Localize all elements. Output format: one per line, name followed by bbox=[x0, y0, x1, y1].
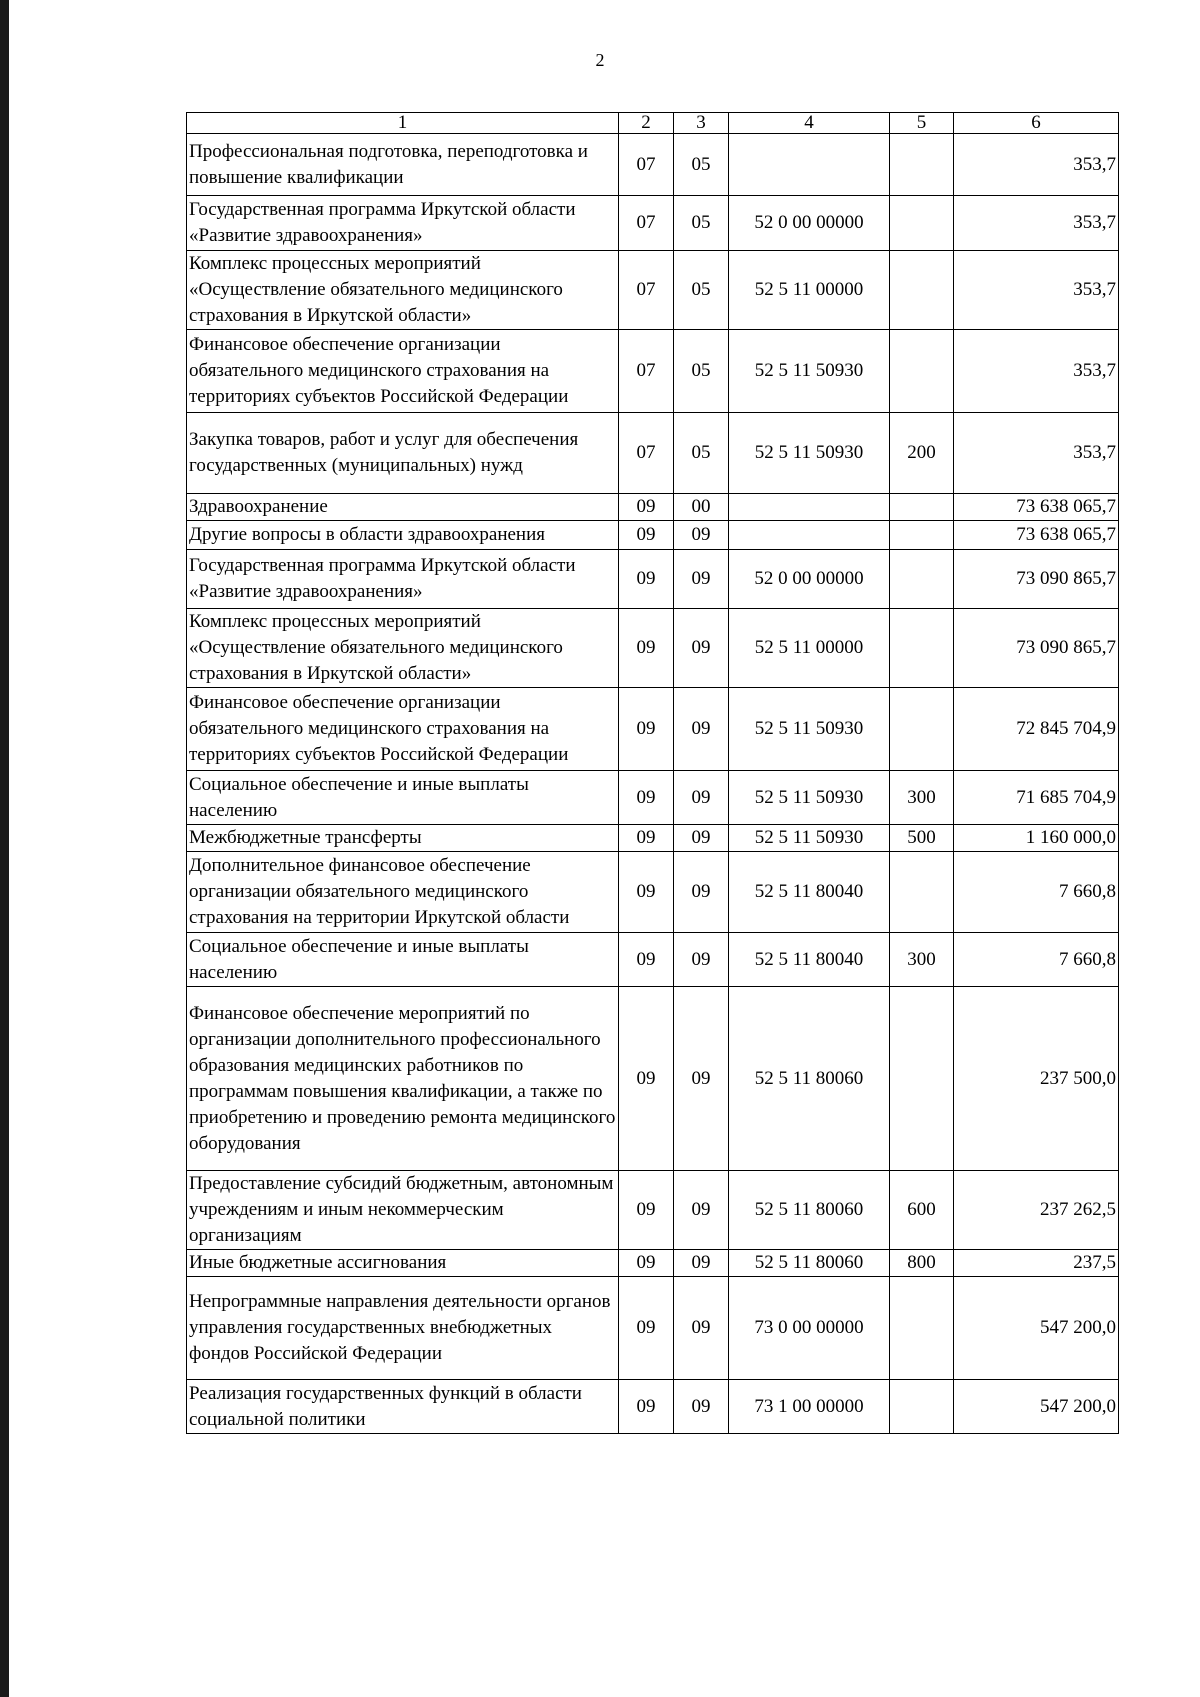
row-amount: 73 090 865,7 bbox=[954, 550, 1119, 609]
row-expense-type: 800 bbox=[890, 1250, 954, 1277]
table-row bbox=[187, 1250, 1119, 1277]
row-section: 09 bbox=[619, 1380, 674, 1434]
row-expense-type bbox=[890, 330, 954, 413]
row-expense-type: 500 bbox=[890, 825, 954, 852]
row-subsection: 09 bbox=[674, 521, 729, 550]
row-section: 09 bbox=[619, 609, 674, 688]
row-name: Финансовое обеспечение организации обязательного медицинского страхования на территориях субъектов Российской Федерации bbox=[187, 688, 619, 771]
row-section: 09 bbox=[619, 933, 674, 987]
row-target-code: 52 5 11 00000 bbox=[729, 609, 890, 688]
row-subsection: 09 bbox=[674, 609, 729, 688]
row-target-code: 52 5 11 50930 bbox=[729, 688, 890, 771]
scan-edge bbox=[0, 0, 9, 1697]
header-col-4: 4 bbox=[729, 113, 890, 134]
row-name: Комплекс процессных мероприятий «Осуществление обязательного медицинского страхования в Иркутской области» bbox=[187, 251, 619, 330]
row-subsection: 09 bbox=[674, 933, 729, 987]
row-section: 07 bbox=[619, 330, 674, 413]
row-section: 09 bbox=[619, 1250, 674, 1277]
table-row bbox=[187, 330, 1119, 413]
row-amount: 237 500,0 bbox=[954, 987, 1119, 1171]
row-subsection: 09 bbox=[674, 1171, 729, 1250]
row-name: Комплекс процессных мероприятий «Осуществление обязательного медицинского страхования в Иркутской области» bbox=[187, 609, 619, 688]
row-amount: 237,5 bbox=[954, 1250, 1119, 1277]
budget-table bbox=[186, 112, 1119, 1434]
table-row bbox=[187, 1277, 1119, 1380]
row-subsection: 09 bbox=[674, 550, 729, 609]
row-expense-type bbox=[890, 196, 954, 251]
row-section: 09 bbox=[619, 1171, 674, 1250]
row-expense-type: 300 bbox=[890, 771, 954, 825]
table-row bbox=[187, 933, 1119, 987]
row-name: Закупка товаров, работ и услуг для обеспечения государственных (муниципальных) нужд bbox=[187, 413, 619, 494]
page-number: 2 bbox=[595, 50, 605, 70]
row-subsection: 05 bbox=[674, 134, 729, 196]
row-section: 09 bbox=[619, 852, 674, 933]
table-row bbox=[187, 494, 1119, 521]
row-target-code: 52 5 11 50930 bbox=[729, 771, 890, 825]
row-section: 09 bbox=[619, 771, 674, 825]
row-subsection: 09 bbox=[674, 1250, 729, 1277]
row-amount: 7 660,8 bbox=[954, 933, 1119, 987]
row-expense-type bbox=[890, 251, 954, 330]
row-name: Государственная программа Иркутской области «Развитие здравоохранения» bbox=[187, 196, 619, 251]
table-row bbox=[187, 550, 1119, 609]
table-row bbox=[187, 852, 1119, 933]
row-name: Финансовое обеспечение мероприятий по организации дополнительного профессионального образования медицинских работников по программам повышения квалификации, а также по приобретению и проведению ремонта медицинского оборудования bbox=[187, 987, 619, 1171]
row-amount: 71 685 704,9 bbox=[954, 771, 1119, 825]
table-row bbox=[187, 987, 1119, 1171]
row-expense-type bbox=[890, 494, 954, 521]
row-amount: 73 638 065,7 bbox=[954, 521, 1119, 550]
row-section: 07 bbox=[619, 134, 674, 196]
row-subsection: 09 bbox=[674, 1380, 729, 1434]
row-target-code: 52 5 11 80060 bbox=[729, 987, 890, 1171]
row-target-code: 52 5 11 00000 bbox=[729, 251, 890, 330]
row-subsection: 05 bbox=[674, 413, 729, 494]
row-amount: 7 660,8 bbox=[954, 852, 1119, 933]
row-name: Непрограммные направления деятельности органов управления государственных внебюджетных фондов Российской Федерации bbox=[187, 1277, 619, 1380]
row-section: 09 bbox=[619, 550, 674, 609]
row-target-code: 52 5 11 50930 bbox=[729, 330, 890, 413]
row-section: 07 bbox=[619, 196, 674, 251]
row-section: 09 bbox=[619, 987, 674, 1171]
header-col-2: 2 bbox=[619, 113, 674, 134]
row-section: 09 bbox=[619, 1277, 674, 1380]
row-subsection: 05 bbox=[674, 196, 729, 251]
row-amount: 547 200,0 bbox=[954, 1277, 1119, 1380]
row-target-code bbox=[729, 134, 890, 196]
row-section: 07 bbox=[619, 413, 674, 494]
row-amount: 353,7 bbox=[954, 413, 1119, 494]
row-target-code: 52 5 11 80040 bbox=[729, 933, 890, 987]
header-col-6: 6 bbox=[954, 113, 1119, 134]
row-subsection: 05 bbox=[674, 251, 729, 330]
row-subsection: 09 bbox=[674, 688, 729, 771]
row-expense-type: 600 bbox=[890, 1171, 954, 1250]
row-name: Предоставление субсидий бюджетным, автономным учреждениям и иным некоммерческим организациям bbox=[187, 1171, 619, 1250]
table-row bbox=[187, 771, 1119, 825]
row-target-code: 52 5 11 80060 bbox=[729, 1250, 890, 1277]
row-target-code bbox=[729, 521, 890, 550]
row-name: Здравоохранение bbox=[187, 494, 619, 521]
row-amount: 353,7 bbox=[954, 330, 1119, 413]
row-name: Другие вопросы в области здравоохранения bbox=[187, 521, 619, 550]
row-amount: 1 160 000,0 bbox=[954, 825, 1119, 852]
row-amount: 353,7 bbox=[954, 196, 1119, 251]
row-amount: 237 262,5 bbox=[954, 1171, 1119, 1250]
row-amount: 73 090 865,7 bbox=[954, 609, 1119, 688]
row-expense-type bbox=[890, 521, 954, 550]
row-subsection: 09 bbox=[674, 1277, 729, 1380]
row-amount: 547 200,0 bbox=[954, 1380, 1119, 1434]
table-row bbox=[187, 688, 1119, 771]
table-header-row bbox=[187, 113, 1119, 134]
row-expense-type: 200 bbox=[890, 413, 954, 494]
row-expense-type: 300 bbox=[890, 933, 954, 987]
table-row bbox=[187, 196, 1119, 251]
row-name: Иные бюджетные ассигнования bbox=[187, 1250, 619, 1277]
row-amount: 353,7 bbox=[954, 134, 1119, 196]
row-subsection: 05 bbox=[674, 330, 729, 413]
table-row bbox=[187, 825, 1119, 852]
header-col-5: 5 bbox=[890, 113, 954, 134]
table-row bbox=[187, 134, 1119, 196]
row-subsection: 00 bbox=[674, 494, 729, 521]
table-row bbox=[187, 413, 1119, 494]
row-target-code: 52 5 11 80060 bbox=[729, 1171, 890, 1250]
row-target-code: 73 0 00 00000 bbox=[729, 1277, 890, 1380]
row-amount: 353,7 bbox=[954, 251, 1119, 330]
row-target-code: 52 5 11 50930 bbox=[729, 413, 890, 494]
row-expense-type bbox=[890, 134, 954, 196]
row-expense-type bbox=[890, 987, 954, 1171]
table-row bbox=[187, 521, 1119, 550]
row-section: 07 bbox=[619, 251, 674, 330]
row-target-code: 52 0 00 00000 bbox=[729, 550, 890, 609]
row-name: Социальное обеспечение и иные выплаты населению bbox=[187, 933, 619, 987]
row-expense-type bbox=[890, 550, 954, 609]
row-section: 09 bbox=[619, 825, 674, 852]
row-name: Социальное обеспечение и иные выплаты населению bbox=[187, 771, 619, 825]
row-target-code: 52 5 11 50930 bbox=[729, 825, 890, 852]
row-target-code: 52 5 11 80040 bbox=[729, 852, 890, 933]
row-expense-type bbox=[890, 852, 954, 933]
row-name: Межбюджетные трансферты bbox=[187, 825, 619, 852]
row-expense-type bbox=[890, 688, 954, 771]
row-name: Дополнительное финансовое обеспечение организации обязательного медицинского страхования на территории Иркутской области bbox=[187, 852, 619, 933]
row-section: 09 bbox=[619, 494, 674, 521]
row-subsection: 09 bbox=[674, 987, 729, 1171]
table-row bbox=[187, 1171, 1119, 1250]
table-row bbox=[187, 251, 1119, 330]
row-target-code bbox=[729, 494, 890, 521]
row-subsection: 09 bbox=[674, 771, 729, 825]
row-name: Профессиональная подготовка, переподготовка и повышение квалификации bbox=[187, 134, 619, 196]
header-col-3: 3 bbox=[674, 113, 729, 134]
row-section: 09 bbox=[619, 521, 674, 550]
row-name: Государственная программа Иркутской области «Развитие здравоохранения» bbox=[187, 550, 619, 609]
row-expense-type bbox=[890, 1380, 954, 1434]
row-expense-type bbox=[890, 609, 954, 688]
table-row bbox=[187, 1380, 1119, 1434]
header-col-1: 1 bbox=[187, 113, 619, 134]
row-name: Финансовое обеспечение организации обязательного медицинского страхования на территориях субъектов Российской Федерации bbox=[187, 330, 619, 413]
row-amount: 72 845 704,9 bbox=[954, 688, 1119, 771]
row-expense-type bbox=[890, 1277, 954, 1380]
row-target-code: 73 1 00 00000 bbox=[729, 1380, 890, 1434]
row-section: 09 bbox=[619, 688, 674, 771]
row-subsection: 09 bbox=[674, 852, 729, 933]
row-amount: 73 638 065,7 bbox=[954, 494, 1119, 521]
row-name: Реализация государственных функций в области социальной политики bbox=[187, 1380, 619, 1434]
row-subsection: 09 bbox=[674, 825, 729, 852]
row-target-code: 52 0 00 00000 bbox=[729, 196, 890, 251]
table-row bbox=[187, 609, 1119, 688]
